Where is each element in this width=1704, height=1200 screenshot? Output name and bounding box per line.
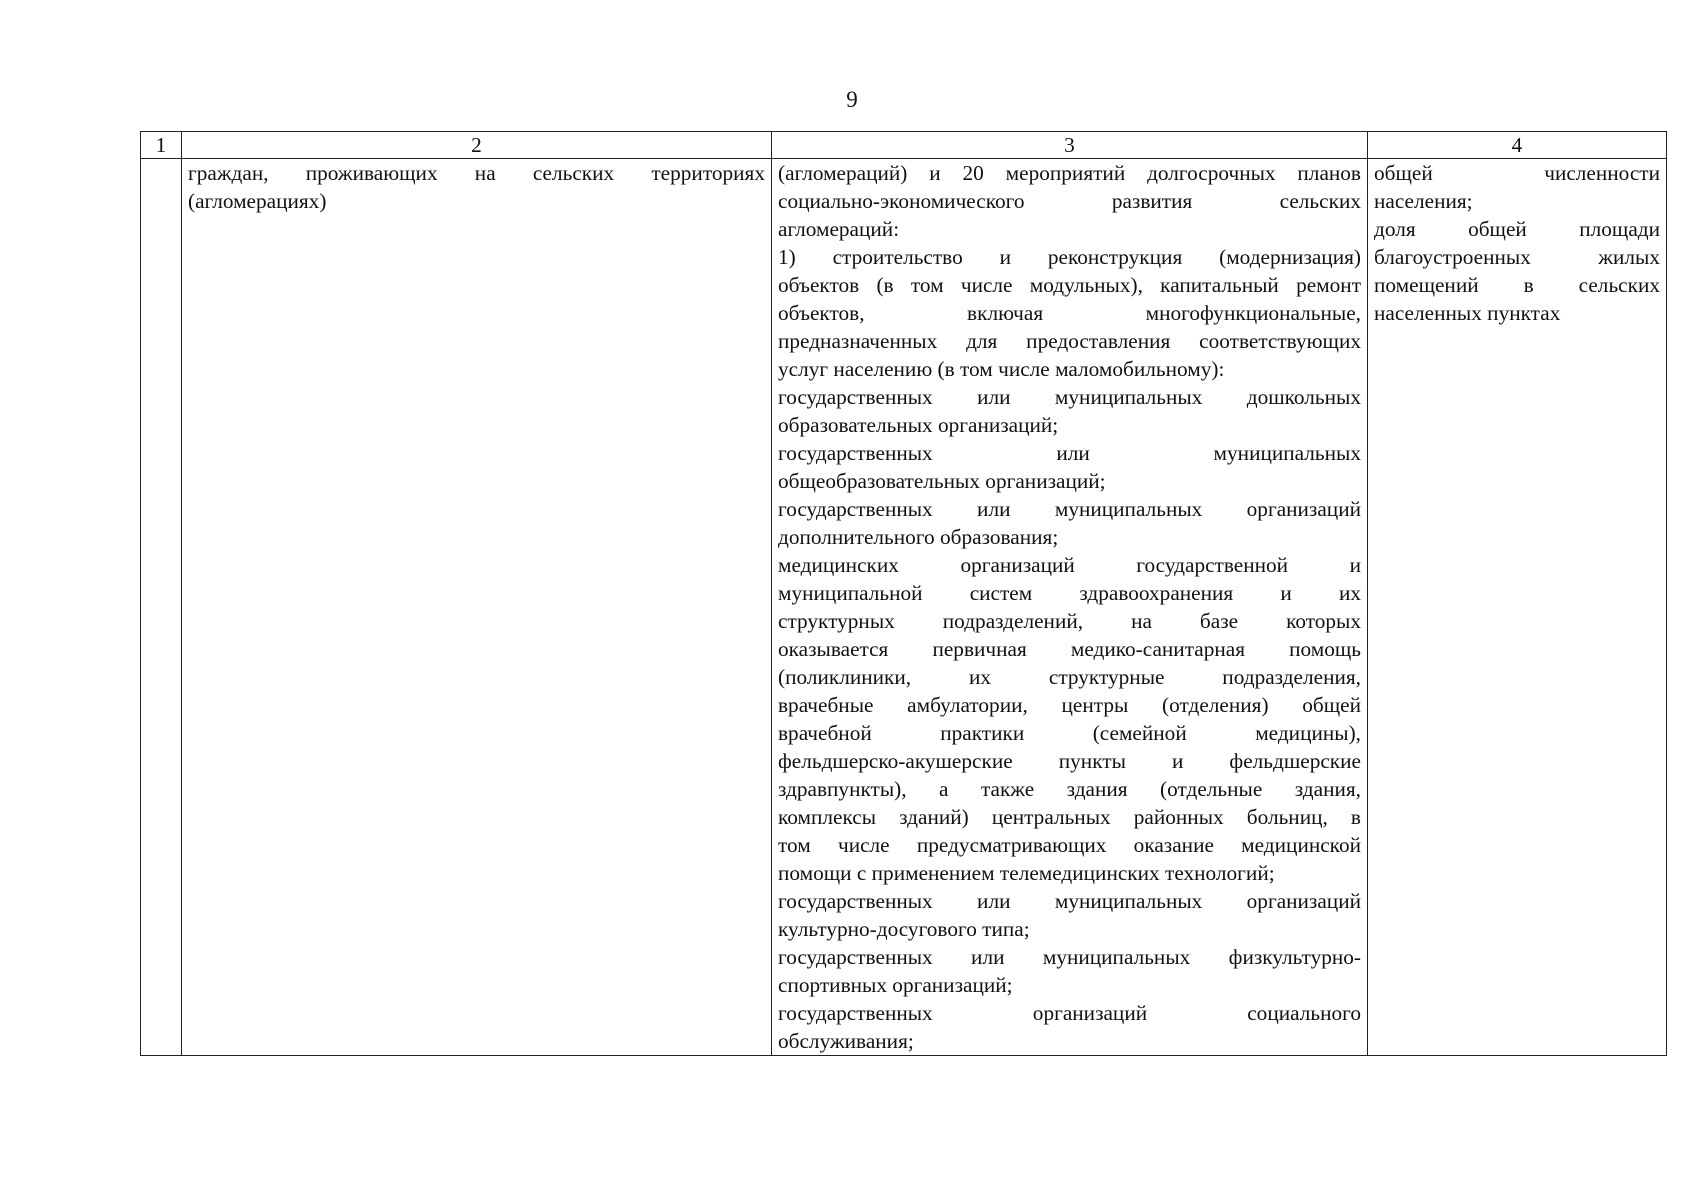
text-block	[778, 159, 1361, 243]
row-cell-3	[772, 159, 1368, 1056]
text-line: муниципальной систем здравоохранения и их	[778, 581, 1361, 605]
column-header-1: 1	[141, 132, 182, 159]
text-line: дополнительного образования;	[778, 525, 1059, 549]
text-line: помещений в сельских	[1374, 273, 1660, 297]
column-header-2: 2	[182, 132, 772, 159]
text-block	[778, 439, 1361, 495]
text-line: государственных или муниципальных	[778, 441, 1361, 465]
text-line: общеобразовательных организаций;	[778, 469, 1106, 493]
text-line: врачебной практики (семейной медицины),	[778, 721, 1361, 745]
text-line: том числе предусматривающих оказание медицинской	[778, 833, 1361, 857]
text-line: агломераций:	[778, 217, 900, 241]
row-cell-2	[182, 159, 772, 1056]
text-line: предназначенных для предоставления соответствующих	[778, 329, 1361, 353]
text-line: государственных или муниципальных физкультурно-	[778, 945, 1361, 969]
row-cell-4	[1368, 159, 1667, 1056]
text-line: услуг населению (в том числе маломобильному):	[778, 357, 1225, 381]
text-block	[1374, 159, 1660, 215]
page-number: 9	[846, 87, 858, 112]
text-block	[778, 887, 1361, 943]
text-line: обслуживания;	[778, 1029, 914, 1053]
cell-4-text	[1374, 159, 1660, 327]
text-line: спортивных организаций;	[778, 973, 1013, 997]
text-block	[778, 999, 1361, 1055]
text-line: общей численности	[1374, 161, 1660, 185]
text-line: государственных или муниципальных организаций	[778, 889, 1361, 913]
text-line: доля общей площади	[1374, 217, 1660, 241]
text-line: медицинских организаций государственной и	[778, 553, 1361, 577]
text-line: фельдшерско-акушерские пункты и фельдшерские	[778, 749, 1361, 773]
text-line: культурно-досугового типа;	[778, 917, 1030, 941]
table-header-row	[141, 132, 1667, 159]
text-line: государственных или муниципальных дошкольных	[778, 385, 1361, 409]
text-line: врачебные амбулатории, центры (отделения) общей	[778, 693, 1361, 717]
text-line: образовательных организаций;	[778, 413, 1059, 437]
text-line: населенных пунктах	[1374, 301, 1561, 325]
text-line: благоустроенных жилых	[1374, 245, 1660, 269]
text-block	[1374, 215, 1660, 327]
text-line: помощи с применением телемедицинских технологий;	[778, 861, 1275, 885]
text-line: государственных организаций социального	[778, 1001, 1361, 1025]
text-line: граждан, проживающих на сельских территориях	[188, 161, 765, 185]
column-header-3: 3	[772, 132, 1368, 159]
text-block	[188, 159, 765, 215]
text-line: структурных подразделений, на базе которых	[778, 609, 1361, 633]
table-row	[141, 159, 1667, 1056]
text-line: 1) строительство и реконструкция (модернизация)	[778, 245, 1361, 269]
text-block	[778, 495, 1361, 551]
document-table	[140, 131, 1667, 1056]
text-line: здравпункты), а также здания (отдельные здания,	[778, 777, 1361, 801]
text-block	[778, 243, 1361, 383]
text-line: комплексы зданий) центральных районных больниц, в	[778, 805, 1361, 829]
cell-3-text	[778, 159, 1361, 1055]
text-line: объектов, включая многофункциональные,	[778, 301, 1361, 325]
text-block	[778, 943, 1361, 999]
text-line: социально-экономического развития сельских	[778, 189, 1361, 213]
text-line: (поликлиники, их структурные подразделения,	[778, 665, 1361, 689]
text-line: оказывается первичная медико-санитарная помощь	[778, 637, 1361, 661]
text-block	[778, 551, 1361, 887]
text-block	[778, 383, 1361, 439]
text-line: объектов (в том числе модульных), капитальный ремонт	[778, 273, 1361, 297]
text-line: (агломерациях)	[188, 189, 327, 213]
row-cell-1	[141, 159, 182, 1056]
column-header-4: 4	[1368, 132, 1667, 159]
text-line: государственных или муниципальных организаций	[778, 497, 1361, 521]
text-line: (агломераций) и 20 мероприятий долгосрочных планов	[778, 161, 1361, 185]
cell-2-text	[188, 159, 765, 215]
text-line: населения;	[1374, 189, 1473, 213]
